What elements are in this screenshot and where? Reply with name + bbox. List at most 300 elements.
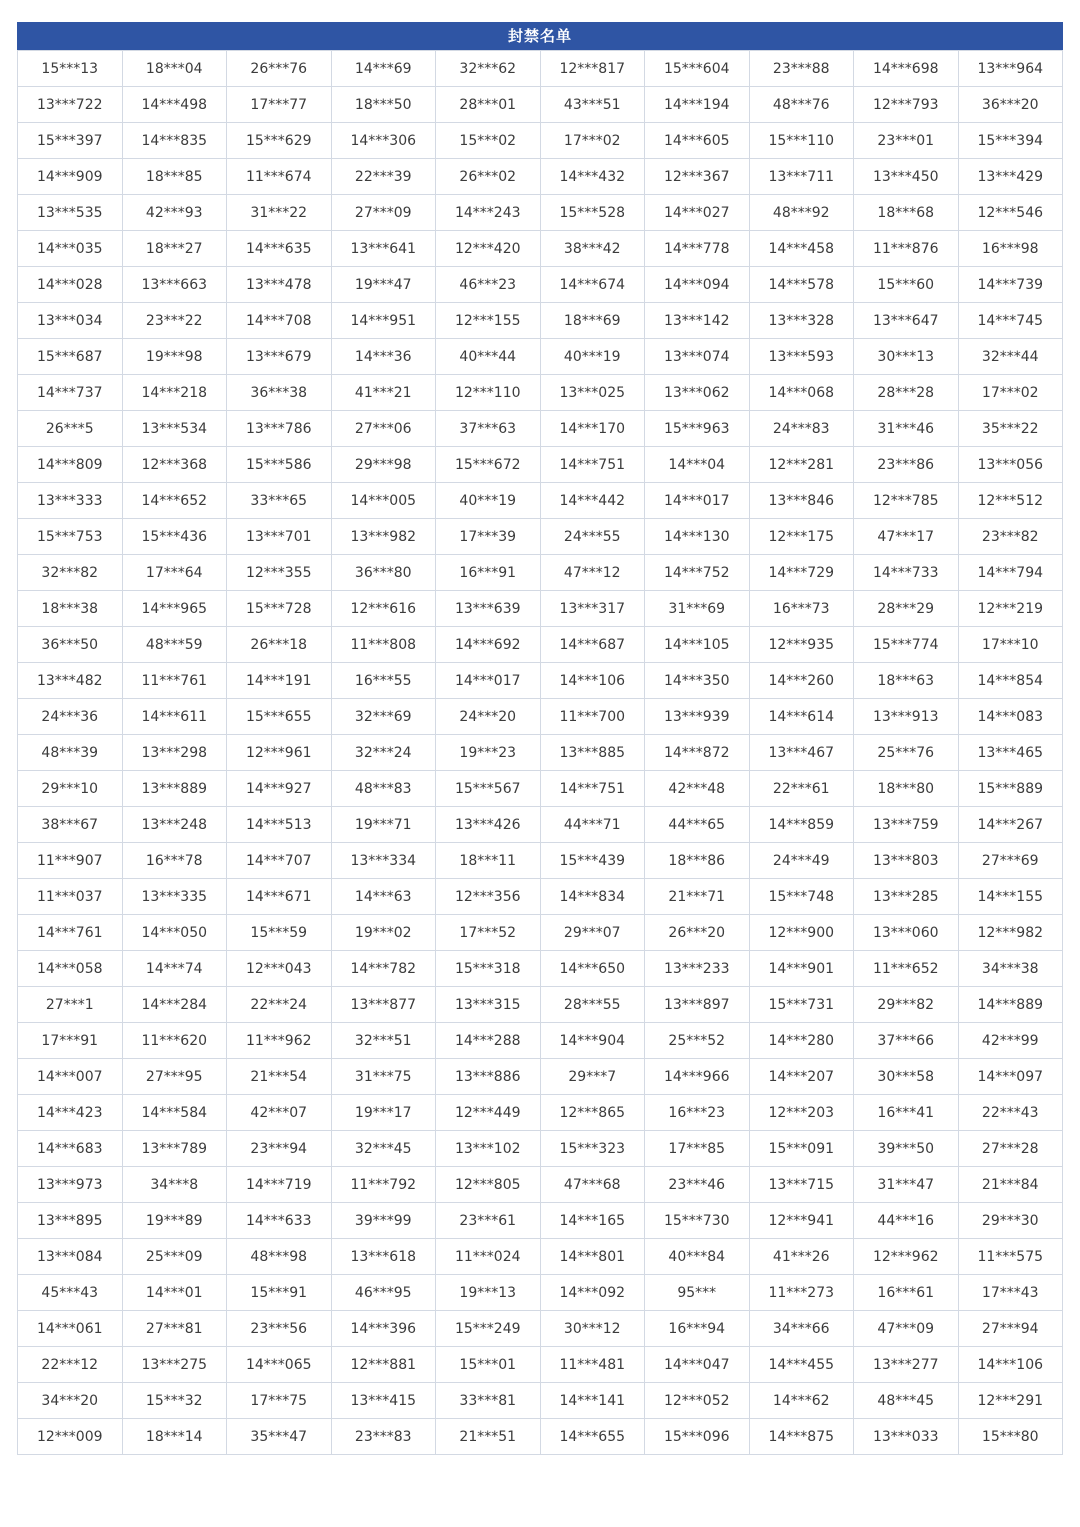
table-cell: 31***22 [227, 195, 332, 231]
table-cell: 12***291 [958, 1383, 1063, 1419]
table-cell: 13***415 [331, 1383, 436, 1419]
table-cell: 14***63 [331, 879, 436, 915]
table-cell: 42***99 [958, 1023, 1063, 1059]
table-cell: 14***170 [540, 411, 645, 447]
table-cell: 34***20 [18, 1383, 123, 1419]
table-cell: 12***355 [227, 555, 332, 591]
table-cell: 12***449 [436, 1095, 541, 1131]
table-cell: 17***52 [436, 915, 541, 951]
table-cell: 19***47 [331, 267, 436, 303]
table-cell: 13***982 [331, 519, 436, 555]
table-cell: 13***701 [227, 519, 332, 555]
table-cell: 18***69 [540, 303, 645, 339]
table-cell: 17***43 [958, 1275, 1063, 1311]
table-cell: 15***394 [958, 123, 1063, 159]
table-cell: 11***481 [540, 1347, 645, 1383]
table-cell: 14***455 [749, 1347, 854, 1383]
table-cell: 12***175 [749, 519, 854, 555]
table-cell: 27***81 [122, 1311, 227, 1347]
table-cell: 23***83 [331, 1419, 436, 1455]
table-cell: 18***14 [122, 1419, 227, 1455]
table-cell: 29***82 [854, 987, 959, 1023]
table-cell: 14***005 [331, 483, 436, 519]
table-cell: 26***76 [227, 51, 332, 87]
table-cell: 30***12 [540, 1311, 645, 1347]
ban-list-table [17, 50, 1063, 1455]
table-cell: 15***731 [749, 987, 854, 1023]
table-cell: 15***604 [645, 51, 750, 87]
table-cell: 15***963 [645, 411, 750, 447]
table-row [18, 1311, 1063, 1347]
table-cell: 15***672 [436, 447, 541, 483]
table-cell: 16***41 [854, 1095, 959, 1131]
table-cell: 23***46 [645, 1167, 750, 1203]
table-cell: 14***633 [227, 1203, 332, 1239]
table-cell: 14***04 [645, 447, 750, 483]
table-cell: 15***80 [958, 1419, 1063, 1455]
table-cell: 14***061 [18, 1311, 123, 1347]
table-cell: 13***275 [122, 1347, 227, 1383]
table-cell: 22***12 [18, 1347, 123, 1383]
table-cell: 19***71 [331, 807, 436, 843]
table-cell: 46***23 [436, 267, 541, 303]
table-cell: 23***86 [854, 447, 959, 483]
table-cell: 18***68 [854, 195, 959, 231]
table-cell: 12***785 [854, 483, 959, 519]
table-cell: 31***75 [331, 1059, 436, 1095]
table-cell: 15***655 [227, 699, 332, 735]
table-cell: 14***782 [331, 951, 436, 987]
table-cell: 34***66 [749, 1311, 854, 1347]
table-cell: 44***71 [540, 807, 645, 843]
table-cell: 14***423 [18, 1095, 123, 1131]
table-row [18, 51, 1063, 87]
table-cell: 30***58 [854, 1059, 959, 1095]
table-row [18, 339, 1063, 375]
table-row [18, 1347, 1063, 1383]
table-cell: 13***478 [227, 267, 332, 303]
table-cell: 17***85 [645, 1131, 750, 1167]
table-row [18, 1167, 1063, 1203]
table-row [18, 627, 1063, 663]
table-row [18, 411, 1063, 447]
table-cell: 24***49 [749, 843, 854, 879]
table-cell: 32***62 [436, 51, 541, 87]
table-cell: 36***20 [958, 87, 1063, 123]
table-cell: 14***106 [958, 1347, 1063, 1383]
table-cell: 15***60 [854, 267, 959, 303]
table-cell: 14***635 [227, 231, 332, 267]
table-cell: 38***67 [18, 807, 123, 843]
table-cell: 13***450 [854, 159, 959, 195]
table-cell: 32***44 [958, 339, 1063, 375]
table-cell: 42***07 [227, 1095, 332, 1131]
table-row [18, 1023, 1063, 1059]
table-cell: 12***512 [958, 483, 1063, 519]
table-cell: 13***663 [122, 267, 227, 303]
table-cell: 15***528 [540, 195, 645, 231]
table-cell: 48***98 [227, 1239, 332, 1275]
table-cell: 13***803 [854, 843, 959, 879]
table-cell: 13***639 [436, 591, 541, 627]
table-cell: 14***191 [227, 663, 332, 699]
table-cell: 95*** [645, 1275, 750, 1311]
table-cell: 15***91 [227, 1275, 332, 1311]
table-cell: 11***808 [331, 627, 436, 663]
table-cell: 13***679 [227, 339, 332, 375]
table-cell: 19***89 [122, 1203, 227, 1239]
table-cell: 41***26 [749, 1239, 854, 1275]
table-cell: 37***63 [436, 411, 541, 447]
table-cell: 14***859 [749, 807, 854, 843]
table-cell: 12***367 [645, 159, 750, 195]
table-cell: 14***909 [18, 159, 123, 195]
table-cell: 12***793 [854, 87, 959, 123]
table-cell: 14***872 [645, 735, 750, 771]
table-cell: 44***16 [854, 1203, 959, 1239]
table-cell: 14***650 [540, 951, 645, 987]
table-cell: 14***834 [540, 879, 645, 915]
table-cell: 14***965 [122, 591, 227, 627]
table-row [18, 807, 1063, 843]
table-cell: 17***77 [227, 87, 332, 123]
table-cell: 26***02 [436, 159, 541, 195]
table-cell: 12***982 [958, 915, 1063, 951]
table-row [18, 447, 1063, 483]
table-cell: 14***035 [18, 231, 123, 267]
table-cell: 30***13 [854, 339, 959, 375]
table-cell: 18***85 [122, 159, 227, 195]
table-cell: 14***141 [540, 1383, 645, 1419]
table-cell: 11***273 [749, 1275, 854, 1311]
table-cell: 13***056 [958, 447, 1063, 483]
table-cell: 14***513 [227, 807, 332, 843]
table-cell: 24***20 [436, 699, 541, 735]
table-cell: 14***671 [227, 879, 332, 915]
table-cell: 13***142 [645, 303, 750, 339]
table-cell: 23***88 [749, 51, 854, 87]
table-cell: 12***203 [749, 1095, 854, 1131]
table-row [18, 519, 1063, 555]
table-cell: 13***889 [122, 771, 227, 807]
table-row [18, 1275, 1063, 1311]
table-cell: 17***02 [540, 123, 645, 159]
table-cell: 14***288 [436, 1023, 541, 1059]
table-row [18, 1059, 1063, 1095]
table-cell: 14***432 [540, 159, 645, 195]
table-cell: 13***877 [331, 987, 436, 1023]
table-cell: 14***105 [645, 627, 750, 663]
table-cell: 13***535 [18, 195, 123, 231]
table-cell: 15***110 [749, 123, 854, 159]
table-row [18, 375, 1063, 411]
table-cell: 14***106 [540, 663, 645, 699]
table-cell: 27***1 [18, 987, 123, 1023]
table-cell: 13***913 [854, 699, 959, 735]
table-cell: 15***774 [854, 627, 959, 663]
table-cell: 11***620 [122, 1023, 227, 1059]
table-cell: 47***68 [540, 1167, 645, 1203]
table-cell: 15***586 [227, 447, 332, 483]
table-cell: 15***753 [18, 519, 123, 555]
table-cell: 18***27 [122, 231, 227, 267]
table-cell: 27***69 [958, 843, 1063, 879]
table-cell: 14***745 [958, 303, 1063, 339]
table-cell: 11***575 [958, 1239, 1063, 1275]
table-cell: 40***44 [436, 339, 541, 375]
table-cell: 14***068 [749, 375, 854, 411]
table-cell: 14***280 [749, 1023, 854, 1059]
table-cell: 15***567 [436, 771, 541, 807]
table-cell: 28***55 [540, 987, 645, 1023]
table-row [18, 555, 1063, 591]
ban-list-title: 封禁名单 [17, 22, 1063, 50]
table-row [18, 915, 1063, 951]
table-cell: 40***19 [540, 339, 645, 375]
table-cell: 39***99 [331, 1203, 436, 1239]
table-cell: 26***20 [645, 915, 750, 951]
table-cell: 15***728 [227, 591, 332, 627]
table-cell: 13***534 [122, 411, 227, 447]
table-cell: 13***335 [122, 879, 227, 915]
table-row [18, 699, 1063, 735]
table-cell: 31***46 [854, 411, 959, 447]
table-cell: 47***17 [854, 519, 959, 555]
table-cell: 15***323 [540, 1131, 645, 1167]
table-cell: 14***966 [645, 1059, 750, 1095]
table-cell: 14***794 [958, 555, 1063, 591]
table-cell: 12***546 [958, 195, 1063, 231]
table-cell: 29***7 [540, 1059, 645, 1095]
table-cell: 12***219 [958, 591, 1063, 627]
table-cell: 14***707 [227, 843, 332, 879]
table-cell: 14***927 [227, 771, 332, 807]
table-cell: 13***722 [18, 87, 123, 123]
table-cell: 32***69 [331, 699, 436, 735]
table-row [18, 267, 1063, 303]
table-cell: 12***805 [436, 1167, 541, 1203]
table-cell: 14***692 [436, 627, 541, 663]
table-cell: 18***11 [436, 843, 541, 879]
table-cell: 14***284 [122, 987, 227, 1023]
table-cell: 33***65 [227, 483, 332, 519]
table-cell: 17***39 [436, 519, 541, 555]
table-cell: 13***248 [122, 807, 227, 843]
table-cell: 15***629 [227, 123, 332, 159]
table-cell: 42***48 [645, 771, 750, 807]
table-cell: 12***155 [436, 303, 541, 339]
table-cell: 12***962 [854, 1239, 959, 1275]
table-cell: 11***761 [122, 663, 227, 699]
table-cell: 17***64 [122, 555, 227, 591]
table-cell: 14***904 [540, 1023, 645, 1059]
table-cell: 14***614 [749, 699, 854, 735]
table-cell: 15***02 [436, 123, 541, 159]
table-cell: 27***28 [958, 1131, 1063, 1167]
table-cell: 13***465 [958, 735, 1063, 771]
table-cell: 19***17 [331, 1095, 436, 1131]
table-cell: 13***973 [18, 1167, 123, 1203]
table-cell: 14***017 [436, 663, 541, 699]
table-cell: 13***846 [749, 483, 854, 519]
table-cell: 12***281 [749, 447, 854, 483]
table-cell: 13***084 [18, 1239, 123, 1275]
table-row [18, 159, 1063, 195]
table-cell: 11***876 [854, 231, 959, 267]
table-cell: 25***76 [854, 735, 959, 771]
table-cell: 14***243 [436, 195, 541, 231]
table-cell: 14***155 [958, 879, 1063, 915]
table-row [18, 1383, 1063, 1419]
table-row [18, 843, 1063, 879]
table-cell: 18***50 [331, 87, 436, 123]
table-cell: 21***84 [958, 1167, 1063, 1203]
table-cell: 22***24 [227, 987, 332, 1023]
table-cell: 14***655 [540, 1419, 645, 1455]
table-cell: 14***092 [540, 1275, 645, 1311]
table-cell: 33***81 [436, 1383, 541, 1419]
table-cell: 14***027 [645, 195, 750, 231]
table-cell: 14***708 [227, 303, 332, 339]
table-cell: 14***835 [122, 123, 227, 159]
table-cell: 14***752 [645, 555, 750, 591]
table-cell: 32***51 [331, 1023, 436, 1059]
table-cell: 14***058 [18, 951, 123, 987]
table-cell: 15***397 [18, 123, 123, 159]
table-cell: 14***458 [749, 231, 854, 267]
table-row [18, 663, 1063, 699]
table-cell: 12***368 [122, 447, 227, 483]
table-cell: 48***45 [854, 1383, 959, 1419]
table-cell: 29***30 [958, 1203, 1063, 1239]
table-cell: 14***652 [122, 483, 227, 519]
table-cell: 15***687 [18, 339, 123, 375]
table-cell: 13***593 [749, 339, 854, 375]
table-cell: 17***10 [958, 627, 1063, 663]
table-row [18, 1131, 1063, 1167]
table-row [18, 771, 1063, 807]
table-cell: 14***578 [749, 267, 854, 303]
table-cell: 22***39 [331, 159, 436, 195]
table-row [18, 987, 1063, 1023]
table-cell: 24***36 [18, 699, 123, 735]
table-cell: 14***130 [645, 519, 750, 555]
table-cell: 45***43 [18, 1275, 123, 1311]
table-cell: 48***39 [18, 735, 123, 771]
table-cell: 11***962 [227, 1023, 332, 1059]
table-cell: 14***62 [749, 1383, 854, 1419]
table-cell: 12***935 [749, 627, 854, 663]
table-cell: 38***42 [540, 231, 645, 267]
table-cell: 21***54 [227, 1059, 332, 1095]
table-row [18, 735, 1063, 771]
table-cell: 27***95 [122, 1059, 227, 1095]
table-cell: 48***59 [122, 627, 227, 663]
table-cell: 13***647 [854, 303, 959, 339]
table-cell: 35***47 [227, 1419, 332, 1455]
table-cell: 44***65 [645, 807, 750, 843]
table-cell: 41***21 [331, 375, 436, 411]
ban-list-panel [17, 22, 1063, 1455]
table-cell: 19***02 [331, 915, 436, 951]
table-cell: 48***76 [749, 87, 854, 123]
table-cell: 32***45 [331, 1131, 436, 1167]
table-cell: 19***98 [122, 339, 227, 375]
table-cell: 13***786 [227, 411, 332, 447]
table-cell: 19***23 [436, 735, 541, 771]
table-cell: 12***052 [645, 1383, 750, 1419]
table-cell: 11***652 [854, 951, 959, 987]
table-cell: 12***616 [331, 591, 436, 627]
table-cell: 15***889 [958, 771, 1063, 807]
table-row [18, 1239, 1063, 1275]
table-row [18, 123, 1063, 159]
table-cell: 13***885 [540, 735, 645, 771]
table-cell: 47***09 [854, 1311, 959, 1347]
table-cell: 14***017 [645, 483, 750, 519]
table-cell: 42***93 [122, 195, 227, 231]
table-cell: 14***674 [540, 267, 645, 303]
table-cell: 14***065 [227, 1347, 332, 1383]
table-cell: 13***233 [645, 951, 750, 987]
table-cell: 25***52 [645, 1023, 750, 1059]
table-cell: 13***897 [645, 987, 750, 1023]
table-cell: 18***63 [854, 663, 959, 699]
table-row [18, 483, 1063, 519]
table-cell: 13***074 [645, 339, 750, 375]
table-cell: 18***80 [854, 771, 959, 807]
table-cell: 13***060 [854, 915, 959, 951]
table-cell: 15***318 [436, 951, 541, 987]
table-cell: 11***674 [227, 159, 332, 195]
table-cell: 47***12 [540, 555, 645, 591]
table-cell: 36***38 [227, 375, 332, 411]
table-cell: 13***886 [436, 1059, 541, 1095]
table-cell: 13***317 [540, 591, 645, 627]
table-row [18, 195, 1063, 231]
table-cell: 13***426 [436, 807, 541, 843]
table-cell: 12***110 [436, 375, 541, 411]
table-cell: 48***83 [331, 771, 436, 807]
table-cell: 27***09 [331, 195, 436, 231]
table-cell: 13***102 [436, 1131, 541, 1167]
table-cell: 16***73 [749, 591, 854, 627]
table-cell: 43***51 [540, 87, 645, 123]
table-cell: 14***165 [540, 1203, 645, 1239]
table-cell: 15***096 [645, 1419, 750, 1455]
table-cell: 16***55 [331, 663, 436, 699]
table-cell: 14***047 [645, 1347, 750, 1383]
table-cell: 48***92 [749, 195, 854, 231]
table-row [18, 1203, 1063, 1239]
table-cell: 14***306 [331, 123, 436, 159]
table-cell: 14***698 [854, 51, 959, 87]
table-row [18, 591, 1063, 627]
table-cell: 16***91 [436, 555, 541, 591]
table-cell: 18***86 [645, 843, 750, 879]
table-cell: 16***98 [958, 231, 1063, 267]
table-cell: 14***050 [122, 915, 227, 951]
table-cell: 29***98 [331, 447, 436, 483]
table-cell: 13***939 [645, 699, 750, 735]
table-cell: 12***941 [749, 1203, 854, 1239]
table-cell: 16***78 [122, 843, 227, 879]
table-cell: 14***683 [18, 1131, 123, 1167]
table-cell: 15***13 [18, 51, 123, 87]
table-cell: 22***43 [958, 1095, 1063, 1131]
table-row [18, 951, 1063, 987]
table-cell: 26***18 [227, 627, 332, 663]
